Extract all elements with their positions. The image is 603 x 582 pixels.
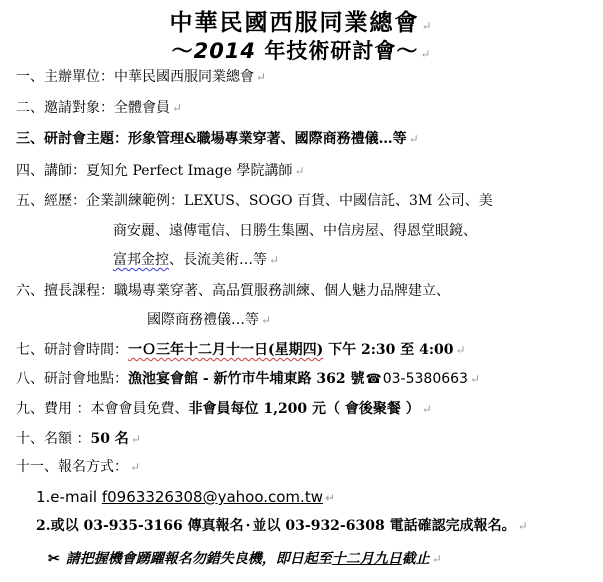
- paragraph-mark: ↵: [455, 343, 466, 357]
- subtitle-suffix: 年技術研討會～: [256, 38, 419, 63]
- experience-line-3: [113, 251, 279, 269]
- paragraph-mark: ↵: [261, 313, 272, 327]
- time-line: [16, 341, 466, 359]
- paragraph-mark: ↵: [469, 372, 481, 386]
- experience-text-3a: 富邦金控: [113, 252, 169, 268]
- registration-method-1: [36, 488, 335, 507]
- experience-text-2: 商安麗、遠傳電信、日勝生集團、中信房屋、得恩堂眼鏡、: [113, 223, 477, 239]
- registration-label: 十一、報名方式：: [16, 459, 128, 475]
- courses-line-1: [16, 282, 450, 300]
- time-range: 下午 2:30 至 4:00: [323, 342, 454, 358]
- venue-line: [16, 370, 480, 389]
- experience-line-2: [113, 222, 477, 240]
- organizer-label: 一、主辦單位：: [16, 69, 114, 85]
- subtitle-year: 2014: [193, 39, 257, 63]
- invitees-line: [16, 99, 182, 117]
- time-label: 七、研討會時間：: [16, 342, 128, 358]
- speaker-line: [16, 162, 305, 180]
- paragraph-mark: ↵: [517, 519, 528, 533]
- notice-end: 截止: [401, 551, 430, 567]
- experience-text-3b: 、長流美術…等: [169, 252, 267, 268]
- quota-line: [16, 430, 141, 448]
- theme-value: 形象管理&職場專業穿著、國際商務禮儀…等: [128, 131, 407, 147]
- quota-label: 十、名額 ：: [16, 431, 91, 447]
- experience-label: 五、經歷：: [16, 193, 86, 209]
- paragraph-mark: ↵: [408, 132, 419, 146]
- quota-value: 50 名: [90, 431, 129, 447]
- paragraph-mark: ↵: [324, 491, 336, 505]
- notice-text: 請把握機會踴躍報名勿錯失良機，即日起至: [65, 551, 332, 567]
- organizer-line: [16, 68, 266, 86]
- paragraph-mark: ↵: [431, 552, 442, 566]
- paragraph-mark: ↵: [130, 460, 141, 474]
- registration-method-2: [36, 517, 528, 535]
- phone-confirm-text: 並以 03-932-6308 電話確認完成報名。: [252, 518, 516, 534]
- fee-label: 九、費用 ：: [16, 401, 91, 417]
- invitees-label: 二、邀請對象：: [16, 100, 114, 116]
- courses-text-1: 職場專業穿著、高品質服務訓練、個人魅力品牌建立、: [114, 283, 450, 299]
- theme-line: [16, 130, 419, 148]
- theme-label: 三、研討會主題：: [16, 131, 128, 147]
- page-subtitle: [0, 35, 603, 65]
- paragraph-mark: ↵: [172, 101, 183, 115]
- telephone-icon: ☎: [365, 372, 382, 387]
- courses-label: 六、擅長課程：: [16, 283, 114, 299]
- experience-line-1: [16, 192, 493, 210]
- paragraph-mark: ↵: [420, 47, 432, 61]
- courses-line-2: [147, 311, 271, 329]
- paragraph-mark: ↵: [421, 19, 434, 33]
- subtitle-prefix: ～: [171, 38, 194, 63]
- courses-text-2: 國際商務禮儀…等: [147, 312, 259, 328]
- notice-deadline: 十二月九日: [331, 551, 402, 567]
- paragraph-mark: ↵: [130, 432, 141, 446]
- notice-line: [48, 550, 442, 568]
- venue-phone: 03-5380663: [382, 371, 468, 387]
- page-title: [0, 4, 603, 37]
- time-date: 一Ｏ三年十二月十一日(星期四): [128, 342, 324, 358]
- fax-text: 2.或以 03-935-3166 傳真報名: [36, 518, 244, 534]
- organizer-value: 中華民國西服同業總會: [114, 69, 254, 85]
- email-prefix: 1.e-mail: [36, 488, 102, 506]
- paragraph-mark: ↵: [294, 164, 305, 178]
- scissors-icon: ✂: [48, 551, 60, 567]
- paragraph-mark: ↵: [421, 402, 432, 416]
- email-link[interactable]: f0963326308@yahoo.com.tw: [101, 488, 323, 506]
- speaker-label: 四、講師：: [16, 163, 86, 179]
- venue-place: 漁池宴會館 - 新竹市牛埔東路 362 號: [128, 371, 365, 387]
- venue-label: 八、研討會地點：: [16, 371, 128, 387]
- paragraph-mark: ↵: [269, 253, 280, 267]
- separator-dot: ·: [245, 518, 251, 534]
- title-text: 中華民國西服同業總會: [169, 9, 420, 36]
- experience-text-1: 企業訓練範例：LEXUS、SOGO 百貨、中國信託、3M 公司、美: [86, 193, 493, 209]
- fee-line: [16, 400, 432, 418]
- fee-member: 本會會員免費、: [90, 401, 189, 417]
- speaker-value: 夏知允 Perfect Image 學院講師: [86, 163, 293, 179]
- paragraph-mark: ↵: [256, 70, 267, 84]
- fee-nonmember: 非會員每位 1,200 元（ 會後聚餐 ）: [188, 401, 420, 417]
- invitees-value: 全體會員: [114, 100, 170, 116]
- registration-line: [16, 458, 140, 476]
